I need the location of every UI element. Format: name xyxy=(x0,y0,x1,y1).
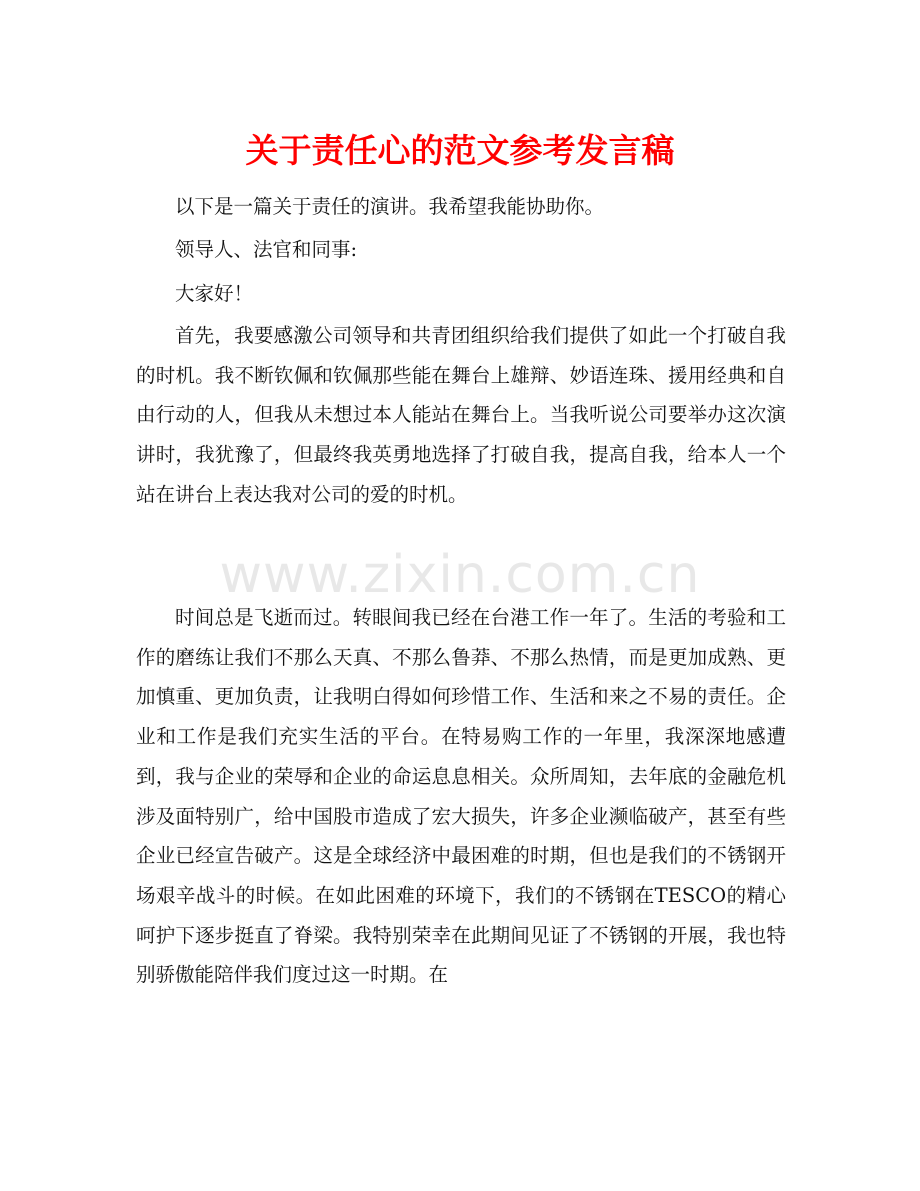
body-paragraph-1: 首先，我要感激公司领导和共青团组织给我们提供了如此一个打破自我的时机。我不断钦佩和钦佩那些能在舞台上雄辩、妙语连珠、援用经典和自由行动的人，但我从未想过本人能站在舞台上。当我听说公司要举办这次演讲时，我犹豫了，但最终我英勇地选择了打破自我，提高自我，给本人一个站在讲台上表达我对公司的爱的时机。 xyxy=(136,324,786,506)
site-watermark: www.zixin.com.cn xyxy=(219,545,701,605)
greeting-paragraph: 大家好！ xyxy=(175,282,254,305)
salutation-paragraph: 领导人、法官和同事: xyxy=(175,238,358,261)
intro-paragraph: 以下是一篇关于责任的演讲。我希望我能协助你。 xyxy=(175,195,605,218)
document-title: 关于责任心的范文参考发言稿 xyxy=(245,131,675,170)
body-paragraph-2: 时间总是飞逝而过。转眼间我已经在台港工作一年了。生活的考验和工作的磨练让我们不那么天真、不那么鲁莽、不那么热情，而是更加成熟、更加慎重、更加负责，让我明白得如何珍惜工作、生活和来之不易的责任。企业和工作是我们充实生活的平台。在特易购工作的一年里，我深深地感遭到，我与企业的荣辱和企业的命运息息相关。众所周知，去年底的金融危机涉及面特别广，给中国股市造成了宏大损失，许多企业濒临破产，甚至有些企业已经宣告破产。这是全球经济中最困难的时期，但也是我们的不锈钢开场艰辛战斗的时候。在如此困难的环境下，我们的不锈钢在TESCO的精心呵护下逐步挺直了脊梁。我特别荣幸在此期间见证了不锈钢的开展，我也特别骄傲能陪伴我们度过这一时期。在 xyxy=(136,606,786,987)
